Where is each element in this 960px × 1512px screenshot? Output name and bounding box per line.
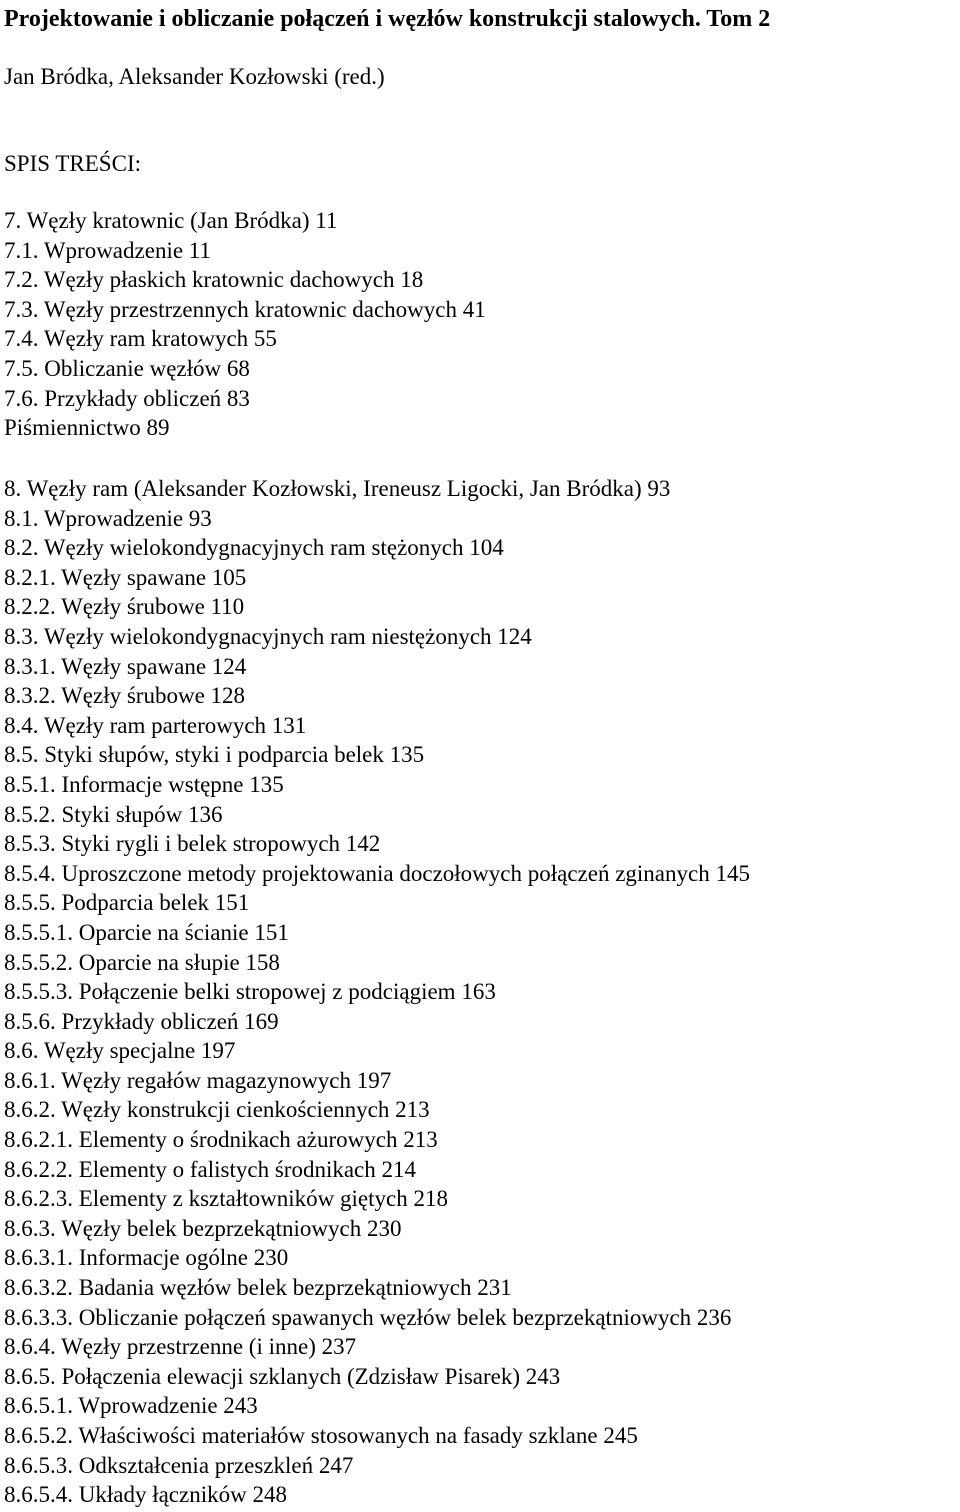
toc-entry: Piśmiennictwo 89 (4, 415, 170, 441)
toc-entry: 8.3.1. Węzły spawane 124 (4, 653, 247, 679)
toc-entry: 8.4. Węzły ram parterowych 131 (4, 712, 307, 738)
toc-entry: 8.6.5.1. Wprowadzenie 243 (4, 1393, 258, 1419)
toc-entry: 8.3.2. Węzły śrubowe 128 (4, 683, 246, 709)
toc-entry: 8.5.5.3. Połączenie belki stropowej z podciągiem 163 (4, 979, 496, 1005)
toc-entry: 8.6.5.3. Odkształcenia przeszkleń 247 (4, 1452, 354, 1478)
toc-entry: 8.5.5. Podparcia belek 151 (4, 890, 250, 916)
toc-entry: 8.2.1. Węzły spawane 105 (4, 564, 247, 590)
document-editors: Jan Bródka, Aleksander Kozłowski (red.) (4, 64, 385, 89)
toc-entry: 8.6.2.3. Elementy z kształtowników giętych 218 (4, 1186, 448, 1212)
toc-entry: 8.6.3. Węzły belek bezprzekątniowych 230 (4, 1215, 402, 1241)
toc-entry: 8.1. Wprowadzenie 93 (4, 505, 212, 531)
toc-entry: 8.5.2. Styki słupów 136 (4, 801, 223, 827)
toc-entry: 8.2.2. Węzły śrubowe 110 (4, 594, 245, 620)
toc-entry: 8.6. Węzły specjalne 197 (4, 1038, 236, 1064)
document-title: Projektowanie i obliczanie połączeń i węzłów konstrukcji stalowych. Tom 2 (4, 6, 771, 32)
toc-entry: 8.6.3.1. Informacje ogólne 230 (4, 1245, 289, 1271)
toc-entry: 7.4. Węzły ram kratowych 55 (4, 326, 277, 352)
toc-chapter-7 (4, 206, 486, 443)
toc-entry: 8.5.3. Styki rygli i belek stropowych 142 (4, 831, 381, 857)
toc-chapter-8 (4, 474, 750, 1510)
toc-entry: 8.5.5.2. Oparcie na słupie 158 (4, 949, 280, 975)
toc-entry: 8.6.5.2. Właściwości materiałów stosowanych na fasady szklane 245 (4, 1423, 638, 1448)
toc-entry: 7.6. Przykłady obliczeń 83 (4, 385, 250, 411)
toc-entry: 8.6.4. Węzły przestrzenne (i inne) 237 (4, 1334, 357, 1360)
toc-entry: 8.5.6. Przykłady obliczeń 169 (4, 1008, 279, 1034)
toc-entry: 7. Węzły kratownic (Jan Bródka) 11 (4, 208, 338, 233)
toc-entry: 8.5. Styki słupów, styki i podparcia belek 135 (4, 742, 425, 768)
toc-entry: 8.6.2.1. Elementy o środnikach ażurowych 213 (4, 1127, 438, 1153)
toc-entry: 7.1. Wprowadzenie 11 (4, 237, 211, 263)
toc-entry: 8.5.5.1. Oparcie na ścianie 151 (4, 919, 289, 945)
toc-entry: 8.6.2.2. Elementy o falistych środnikach 214 (4, 1156, 417, 1182)
toc-entry: 8.2. Węzły wielokondygnacyjnych ram stężonych 104 (4, 535, 504, 561)
toc-entry: 8.6.1. Węzły regałów magazynowych 197 (4, 1067, 392, 1093)
toc-entry: 8.6.5.4. Układy łączników 248 (4, 1482, 287, 1508)
toc-entry: 7.5. Obliczanie węzłów 68 (4, 355, 250, 381)
toc-entry: 8.5.1. Informacje wstępne 135 (4, 771, 284, 797)
toc-entry: 8.3. Węzły wielokondygnacyjnych ram niestężonych 124 (4, 623, 532, 649)
toc-entry: 7.2. Węzły płaskich kratownic dachowych 18 (4, 267, 424, 293)
toc-entry: 8.6.5. Połączenia elewacji szklanych (Zdzisław Pisarek) 243 (4, 1363, 561, 1389)
toc-entry: 7.3. Węzły przestrzennych kratownic dachowych 41 (4, 296, 486, 322)
toc-entry: 8.6.3.3. Obliczanie połączeń spawanych węzłów belek bezprzekątniowych 236 (4, 1304, 732, 1330)
toc-entry: 8.5.4. Uproszczone metody projektowania doczołowych połączeń zginanych 145 (4, 860, 750, 886)
toc-entry: 8.6.2. Węzły konstrukcji cienkościennych 213 (4, 1097, 430, 1123)
toc-entry: 8. Węzły ram (Aleksander Kozłowski, Ireneusz Ligocki, Jan Bródka) 93 (4, 476, 671, 501)
toc-entry: 8.6.3.2. Badania węzłów belek bezprzekątniowych 231 (4, 1275, 512, 1301)
toc-heading: SPIS TREŚCI: (4, 151, 141, 176)
